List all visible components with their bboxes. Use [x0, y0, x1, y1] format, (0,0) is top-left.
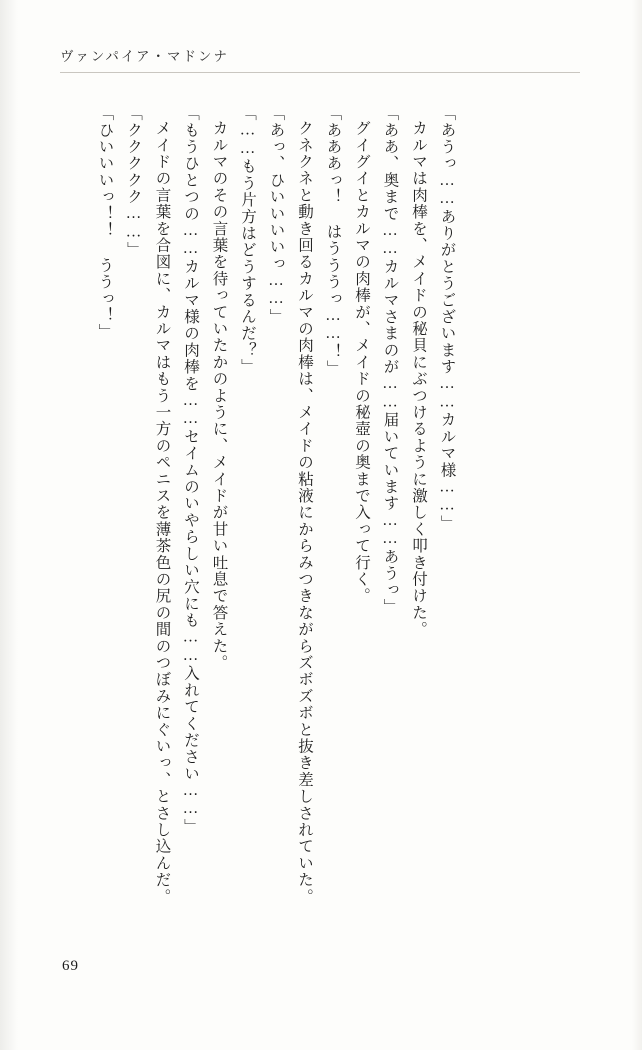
page-number: 69: [62, 958, 79, 974]
body-paragraph: 「ああ、奥まで……カルマさまのが……届いています……あうっ」: [381, 105, 399, 615]
body-paragraph: 「ひいいいっ！！ ううっ！」: [96, 105, 114, 341]
body-paragraph: クネクネと動き回るカルマの肉棒は、メイドの粘液にからみつきながらズボズボと抜き差しされていた。: [296, 120, 313, 905]
body-paragraph: 「あっ、ひいいいいっ……」: [267, 105, 285, 326]
header-rule: [60, 72, 580, 73]
body-paragraph: 「あああっ！ はうううっ……！」: [324, 105, 342, 377]
page-edge-shadow-right: [632, 0, 642, 1050]
body-paragraph: カルマのその言葉を待っていたかのように、メイドが甘い吐息で答えた。: [210, 120, 228, 672]
running-head-title: ヴァンパイア・マドンナ: [60, 49, 230, 64]
body-paragraph: 「……もう片方はどうするんだ？」: [239, 105, 256, 376]
body-paragraph: 「もうひとつの……カルマ様の肉棒を……セイムのいやらしい穴にも……入れてください……」: [182, 105, 199, 836]
body-paragraph: 「あうっ……ありがとうございます……カルマ様……」: [438, 105, 456, 532]
page-edge-shadow-left: [0, 0, 18, 1050]
body-paragraph: メイドの言葉を合図に、カルマはもう一方のペニスを薄茶色の尻の間のつぼみにぐいっ、とさし込んだ。: [153, 120, 171, 905]
body-paragraph: グイグイとカルマの肉棒が、メイドの秘壺の奥まで入って行く。: [353, 120, 370, 605]
body-paragraph: カルマは肉棒を、メイドの秘貝にぶつけるように激しく叩き付けた。: [410, 120, 427, 638]
body-paragraph: 「ククククク……」: [125, 105, 142, 259]
vertical-text-column: [90, 105, 461, 915]
body-text-area: [90, 105, 590, 915]
